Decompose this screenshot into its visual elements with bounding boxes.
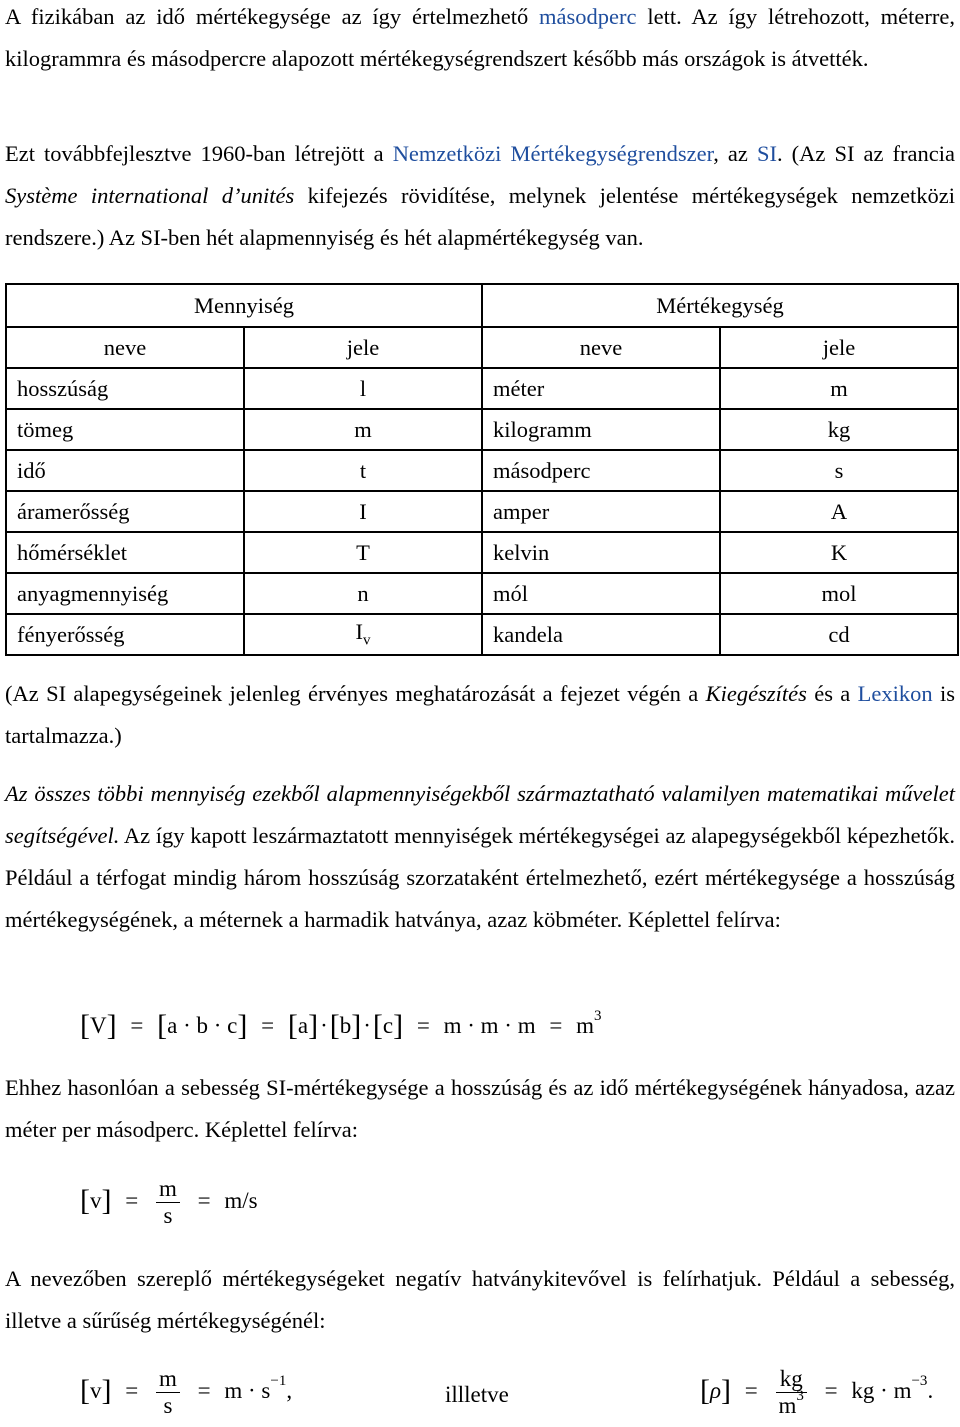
- formula-volume-unit: [80, 1007, 601, 1041]
- bracket: [: [372, 1009, 383, 1042]
- bracket: [: [80, 1373, 90, 1407]
- unit-name: kelvin: [482, 532, 720, 573]
- fraction: [156, 1176, 180, 1229]
- formula-symbol-rho: ρ: [710, 1377, 722, 1403]
- multiply-dot: ·: [320, 1013, 328, 1038]
- equals-sign: =: [416, 1013, 430, 1038]
- formula-product: a · b · c: [167, 1013, 238, 1038]
- equals-sign: =: [130, 1013, 144, 1038]
- table-row: [6, 450, 958, 491]
- formula-result: m · s: [224, 1377, 271, 1403]
- fraction: [156, 1366, 180, 1419]
- denominator-base: m: [778, 1393, 797, 1418]
- fraction: [776, 1366, 807, 1419]
- unit-symbol: m: [720, 368, 958, 409]
- table-row: [6, 409, 958, 450]
- text: (Az SI alapegységeinek jelenleg érvényes meghatározását a fejezet végén a: [5, 681, 706, 706]
- formula-symbol: b: [339, 1013, 352, 1038]
- quantity-symbol: t: [244, 450, 482, 491]
- unit-symbol: cd: [720, 614, 958, 655]
- period: .: [927, 1377, 934, 1403]
- quantity-symbol: m: [244, 409, 482, 450]
- unit-symbol: kg: [720, 409, 958, 450]
- text: kifejezés rövidítése, melynek jelentése mértékegységek nemzetközi rendszere.) Az SI-ben hét alapmennyiség és hét alapmértékegység van.: [5, 183, 955, 250]
- unit-name: méter: [482, 368, 720, 409]
- equals-sign: =: [125, 1377, 139, 1403]
- italic-text: Az összes többi mennyiség ezekből alapmennyiségekből származtatható valamilyen matematikai művelet segítségével.: [5, 781, 955, 848]
- formula-symbol: V: [90, 1013, 107, 1038]
- bracket: [: [287, 1009, 298, 1042]
- symbol-subscript: v: [363, 632, 371, 649]
- table-row: [6, 614, 958, 655]
- equals-sign: =: [197, 1187, 211, 1213]
- numerator: m: [156, 1176, 180, 1203]
- link-masodperc[interactable]: másodperc: [539, 4, 637, 29]
- group-header-mertekegyseg: Mértékegység: [482, 284, 958, 327]
- unit-symbol: mol: [720, 573, 958, 614]
- formula-symbol: m: [576, 1013, 594, 1038]
- column-header: neve: [482, 327, 720, 368]
- multiply-dot: ·: [363, 1013, 371, 1038]
- bracket: ]: [101, 1183, 112, 1217]
- link-nemzetkozi-mertekegysegrendszer[interactable]: Nemzetközi Mértékegységrendszer: [392, 141, 714, 166]
- formula-velocity-negative-exponent: [80, 1366, 292, 1419]
- comma: ,: [286, 1377, 293, 1403]
- formula-velocity-unit: [80, 1176, 258, 1229]
- unit-symbol: s: [720, 450, 958, 491]
- paragraph-si: [5, 133, 955, 259]
- formula-result: kg · m: [851, 1377, 912, 1403]
- paragraph-negative-exponents: A nevezőben szereplő mértékegységeket negatív hatványkitevővel is felírhatjuk. Például a sebesség, illetve a sűrűség mértékegységénél:: [5, 1266, 955, 1333]
- formula-symbol: v: [90, 1187, 102, 1213]
- formula-result: m/s: [224, 1187, 258, 1213]
- link-si[interactable]: SI: [756, 141, 777, 166]
- quantity-name: áramerősség: [6, 491, 244, 532]
- quantity-symbol: I: [244, 491, 482, 532]
- paragraph-derived-quantities: [5, 773, 955, 941]
- bracket: ]: [106, 1009, 117, 1042]
- unit-name: amper: [482, 491, 720, 532]
- bracket: [: [157, 1009, 168, 1042]
- paragraph-velocity: Ehhez hasonlóan a sebesség SI-mértékegysége a hosszúság és az idő mértékegységének hányadosa, azaz méter per másodperc. Képlettel felírva:: [5, 1075, 955, 1142]
- unit-name: kandela: [482, 614, 720, 655]
- text: is tartalmazza.): [5, 681, 955, 748]
- text: , az: [713, 141, 757, 166]
- bracket: ]: [351, 1009, 362, 1042]
- unit-symbol: K: [720, 532, 958, 573]
- formula-connector-text: illletve: [445, 1382, 509, 1407]
- text: és a: [806, 681, 858, 706]
- formula-symbol: c: [382, 1013, 394, 1038]
- si-units-table: [5, 283, 959, 656]
- equals-sign: =: [197, 1377, 211, 1403]
- equals-sign: =: [261, 1013, 275, 1038]
- table-group-header-row: [6, 284, 958, 327]
- quantity-symbol: [244, 614, 482, 655]
- quantity-name: tömeg: [6, 409, 244, 450]
- table-row: [6, 368, 958, 409]
- formula-symbol: a: [297, 1013, 309, 1038]
- quantity-name: hosszúság: [6, 368, 244, 409]
- unit-name: kilogramm: [482, 409, 720, 450]
- formula-symbol: v: [90, 1377, 102, 1403]
- column-header: jele: [244, 327, 482, 368]
- exponent: −3: [911, 1373, 928, 1390]
- formula-density-unit: [700, 1366, 933, 1419]
- text: . (Az SI az francia: [776, 141, 956, 166]
- bracket: [: [80, 1009, 90, 1042]
- denominator: s: [163, 1203, 173, 1228]
- bracket: ]: [101, 1373, 112, 1407]
- paragraph-intro: [5, 0, 955, 80]
- text: Ezt továbbfejlesztve 1960-ban létrejött a: [5, 141, 393, 166]
- italic-text: Système international d’unités: [5, 183, 295, 208]
- quantity-name: fényerősség: [6, 614, 244, 655]
- bracket: ]: [721, 1373, 732, 1407]
- unit-name: mól: [482, 573, 720, 614]
- exponent: 3: [593, 1008, 602, 1025]
- table-row: [6, 573, 958, 614]
- formula-product: m · m · m: [443, 1013, 536, 1038]
- unit-symbol: A: [720, 491, 958, 532]
- paragraph-definitions-note: [5, 673, 955, 757]
- column-header: jele: [720, 327, 958, 368]
- quantity-symbol: T: [244, 532, 482, 573]
- bracket: [: [700, 1373, 710, 1407]
- bracket: [: [329, 1009, 340, 1042]
- exponent: −1: [270, 1373, 287, 1390]
- text: A fizikában az idő mértékegysége az így értelmezhető: [5, 4, 540, 29]
- bracket: ]: [237, 1009, 248, 1042]
- quantity-name: anyagmennyiség: [6, 573, 244, 614]
- quantity-name: idő: [6, 450, 244, 491]
- text: Az így kapott leszármaztatott mennyiségek mértékegységei az alapegységekből képezhetők. Például a térfogat mindig három hosszúság szorzataként értelmezhető, ezért mértékegysége a hosszúság mértékegységének, a méternek a harmadik hatványa, azaz köbméter. Képlettel felírva:: [5, 823, 955, 932]
- denominator: s: [163, 1393, 173, 1418]
- text: lett. Az így létrehozott, méterre, kilogrammra és másodpercre alapozott mértékegységrendszert később más országok is átvették.: [5, 4, 956, 71]
- bracket: ]: [308, 1009, 319, 1042]
- equals-sign: =: [549, 1013, 563, 1038]
- numerator: kg: [776, 1366, 807, 1393]
- bracket: ]: [393, 1009, 404, 1042]
- table-row: [6, 491, 958, 532]
- link-lexikon[interactable]: Lexikon: [857, 681, 933, 706]
- quantity-name: hőmérséklet: [6, 532, 244, 573]
- denominator: [776, 1388, 807, 1419]
- equals-sign: =: [744, 1377, 758, 1403]
- table-column-header-row: [6, 327, 958, 368]
- quantity-symbol: n: [244, 573, 482, 614]
- equals-sign: =: [125, 1187, 139, 1213]
- exponent: 3: [796, 1388, 804, 1405]
- table-row: [6, 532, 958, 573]
- quantity-symbol: l: [244, 368, 482, 409]
- unit-name: másodperc: [482, 450, 720, 491]
- group-header-mennyiseg: Mennyiség: [6, 284, 482, 327]
- equals-sign: =: [824, 1377, 838, 1403]
- column-header: neve: [6, 327, 244, 368]
- italic-text: Kiegészítés: [705, 681, 807, 706]
- bracket: [: [80, 1183, 90, 1217]
- numerator: m: [156, 1366, 180, 1393]
- symbol-main: I: [355, 619, 363, 645]
